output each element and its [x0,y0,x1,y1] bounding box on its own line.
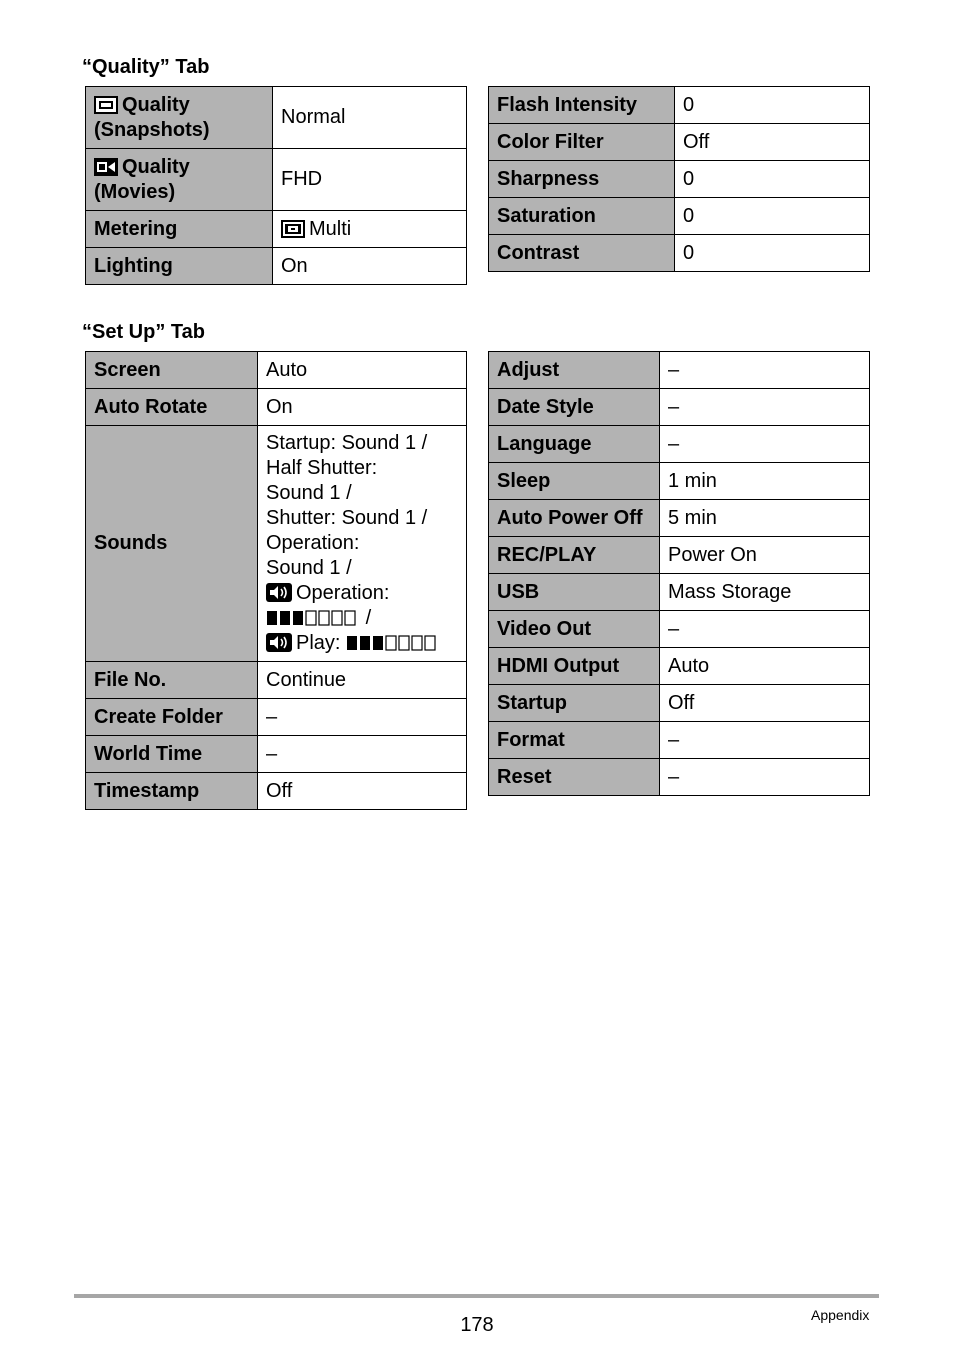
table-row [489,574,870,611]
movie-icon [94,158,118,176]
volume-bar-empty [412,636,422,650]
table-row [489,759,870,796]
setting-label: Date Style [489,389,660,426]
setting-value: 0 [675,87,870,124]
volume-bar-empty [332,611,342,625]
page-number: 178 [460,1314,494,1336]
table-row [86,773,467,810]
sounds-value: Startup: Sound 1 / Half Shutter: Sound 1 / Shutter: Sound 1 / Operation: Sound 1 / Operation: / Play: [258,426,467,662]
table-row [489,235,870,272]
setting-value: Auto [258,352,467,389]
table-row [489,611,870,648]
setting-label: Quality (Snapshots) [86,87,273,149]
quality-settings-table-right [488,86,870,272]
quality-tab-title: “Quality” Tab [82,56,210,78]
setting-label: Create Folder [86,699,258,736]
setting-label: Sleep [489,463,660,500]
setting-value: On [273,248,467,285]
volume-bar-empty [399,636,409,650]
quality-settings-table-left [85,86,467,285]
setting-value: – [660,759,870,796]
section-label: Appendix [811,1307,870,1323]
table-row [489,161,870,198]
table-row [86,211,467,248]
setting-value: Mass Storage [660,574,870,611]
setting-value: Auto [660,648,870,685]
setting-value: 0 [675,198,870,235]
setting-label: File No. [86,662,258,699]
setting-label: USB [489,574,660,611]
setting-label: Contrast [489,235,675,272]
setting-value: – [258,736,467,773]
table-row [86,149,467,211]
setting-label: Auto Power Off [489,500,660,537]
volume-bar-filled [280,611,290,625]
setting-label: Sounds [86,426,258,662]
footer-divider [74,1294,879,1298]
setting-label: Screen [86,352,258,389]
setting-label: Color Filter [489,124,675,161]
table-row [489,500,870,537]
setting-value: – [660,722,870,759]
setting-value: – [660,352,870,389]
setting-label: Video Out [489,611,660,648]
setting-value: Normal [273,87,467,149]
setting-label: Timestamp [86,773,258,810]
table-row [86,87,467,149]
setting-label: Flash Intensity [489,87,675,124]
setting-label: Auto Rotate [86,389,258,426]
setting-value: 0 [675,235,870,272]
speaker-icon [266,633,292,652]
setting-value: Power On [660,537,870,574]
operation-volume-level [266,610,360,626]
setting-value: Off [258,773,467,810]
setting-value: Off [675,124,870,161]
play-volume-level [346,635,440,651]
volume-bar-filled [347,636,357,650]
volume-bar-filled [360,636,370,650]
setting-value: 1 min [660,463,870,500]
table-row [86,699,467,736]
table-row [86,426,467,662]
table-row [489,87,870,124]
setting-value: – [660,426,870,463]
setting-label: Language [489,426,660,463]
volume-bar-filled [373,636,383,650]
table-row [489,352,870,389]
volume-bar-empty [386,636,396,650]
setting-label: Adjust [489,352,660,389]
table-row [489,389,870,426]
setting-label: Format [489,722,660,759]
table-row [489,537,870,574]
setting-value: 5 min [660,500,870,537]
setting-label: Metering [86,211,273,248]
volume-bar-filled [293,611,303,625]
setting-value: – [660,611,870,648]
setup-settings-table-right [488,351,870,796]
setting-label: Startup [489,685,660,722]
setting-label: Quality (Movies) [86,149,273,211]
table-row [489,648,870,685]
volume-bar-empty [345,611,355,625]
volume-bar-filled [267,611,277,625]
setting-value: – [660,389,870,426]
table-row [489,722,870,759]
setting-value: Off [660,685,870,722]
setting-value: 0 [675,161,870,198]
setting-label: Saturation [489,198,675,235]
table-row [489,198,870,235]
table-row [86,662,467,699]
setting-label: World Time [86,736,258,773]
volume-bar-empty [425,636,435,650]
setting-value: On [258,389,467,426]
volume-bar-empty [306,611,316,625]
volume-bar-empty [319,611,329,625]
table-row [86,352,467,389]
setting-label: Lighting [86,248,273,285]
setting-value: – [258,699,467,736]
setting-label: Reset [489,759,660,796]
table-row [86,389,467,426]
table-row [86,248,467,285]
table-row [489,426,870,463]
multi-metering-icon [281,220,305,238]
setting-label: REC/PLAY [489,537,660,574]
table-row [489,685,870,722]
snapshot-icon [94,96,118,114]
setting-label: HDMI Output [489,648,660,685]
table-row [489,463,870,500]
setup-tab-title: “Set Up” Tab [82,321,205,343]
setting-value: Continue [258,662,467,699]
speaker-icon [266,583,292,602]
setting-value: Multi [273,211,467,248]
setting-label: Sharpness [489,161,675,198]
table-row [86,736,467,773]
setting-value: FHD [273,149,467,211]
setup-settings-table-left [85,351,467,810]
table-row [489,124,870,161]
